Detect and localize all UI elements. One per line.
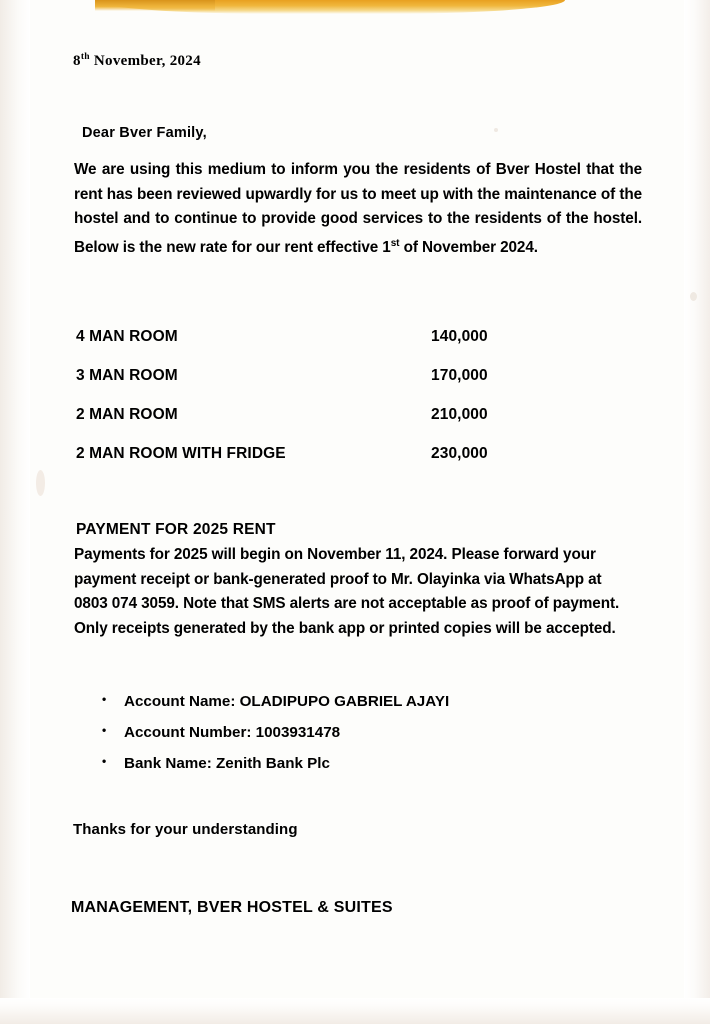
table-row (76, 445, 546, 484)
date-ordinal: th (80, 52, 90, 62)
letter-date (73, 52, 201, 70)
list-item: • Bank Name: Zenith Bank Plc (96, 748, 616, 779)
rate-table (76, 328, 546, 484)
room-price: 140,000 (431, 328, 488, 345)
table-row (76, 328, 546, 367)
account-details-list (96, 686, 616, 779)
table-row (76, 367, 546, 406)
date-rest: November, 2024 (89, 53, 201, 69)
room-type: 2 MAN ROOM WITH FRIDGE (76, 445, 286, 462)
room-type: 4 MAN ROOM (76, 328, 178, 345)
payment-heading: PAYMENT FOR 2025 RENT (76, 521, 276, 538)
room-price: 170,000 (431, 367, 488, 384)
intro-text-part-2: of November 2024. (399, 238, 538, 256)
intro-text-part-1: We are using this medium to inform you the residents of Bver Hostel that the rent has been reviewed upwardly for us to meet up with the maintenance of the hostel and to continue to provide good services to the residents of the hostel. Below is the new rate for our rent effective 1 (74, 161, 642, 256)
list-item: • Account Name: OLADIPUPO GABRIEL AJAYI (96, 686, 616, 717)
room-type: 3 MAN ROOM (76, 367, 178, 384)
list-item: • Account Number: 1003931478 (96, 717, 616, 748)
room-price: 230,000 (431, 445, 488, 462)
date-day: 8 (73, 53, 81, 69)
signoff-line: MANAGEMENT, BVER HOSTEL & SUITES (71, 899, 393, 916)
payment-paragraph: Payments for 2025 will begin on November 11, 2024. Please forward your payment receipt or bank-generated proof to Mr. Olayinka via WhatsApp at 0803 074 3059. Note that SMS alerts are not acceptable as proof of payment. Only receipts generated by the bank app or printed copies will be accepted. (74, 546, 620, 637)
intro-paragraph (74, 158, 642, 260)
table-row (76, 406, 546, 445)
room-price: 210,000 (431, 406, 488, 423)
intro-ordinal: st (390, 237, 400, 249)
room-type: 2 MAN ROOM (76, 406, 178, 423)
salutation: Dear Bver Family, (82, 125, 207, 141)
closing-line: Thanks for your understanding (73, 821, 298, 838)
